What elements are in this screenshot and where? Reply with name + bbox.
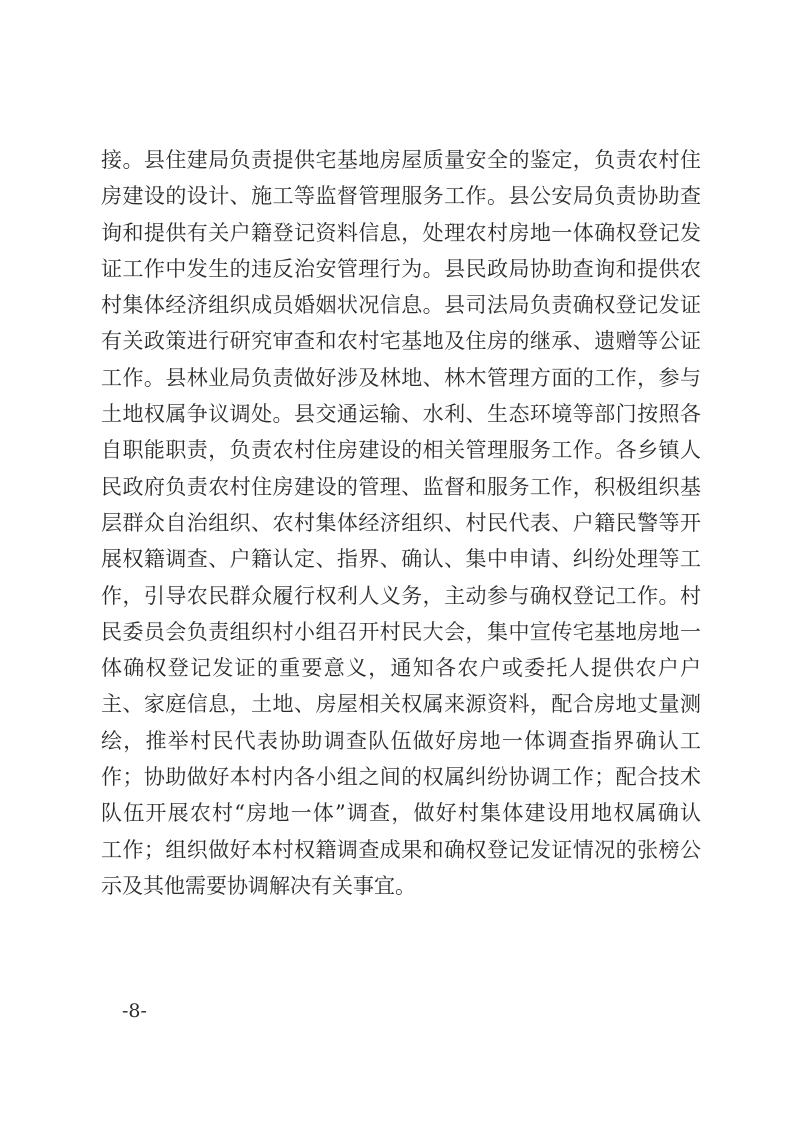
text-line: 民委员会负责组织村小组召开村民大会，集中宣传宅基地房地一 [101, 619, 701, 644]
text-line: 体确权登记发证的重要意义，通知各农户或委托人提供农户户 [101, 656, 701, 681]
text-line: 工作；组织做好本村权籍调查成果和确权登记发证情况的张榜公 [101, 837, 701, 862]
text-line: 作，引导农民群众履行权利人义务，主动参与确权登记工作。村 [101, 583, 701, 608]
body-paragraph [101, 142, 701, 904]
text-line: 展权籍调查、户籍认定、指界、确认、集中申请、纠纷处理等工 [101, 547, 701, 572]
text-line: 示及其他需要协调解决有关事宜。 [101, 873, 416, 898]
page-number: -8- [122, 1000, 147, 1022]
text-line: 民政府负责农村住房建设的管理、监督和服务工作，积极组织基 [101, 474, 701, 499]
text-line: 接。县住建局负责提供宅基地房屋质量安全的鉴定，负责农村住 [101, 148, 701, 172]
text-line: 工作。县林业局负责做好涉及林地、林木管理方面的工作，参与 [101, 365, 701, 390]
text-line: 自职能职责，负责农村住房建设的相关管理服务工作。各乡镇人 [101, 438, 701, 463]
text-line: 作；协助做好本村内各小组之间的权属纠纷协调工作；配合技术 [101, 765, 701, 790]
text-line: 绘，推举村民代表协助调查队伍做好房地一体调查指界确认工 [101, 728, 701, 753]
text-line: 房建设的设计、施工等监督管理服务工作。县公安局负责协助查 [101, 184, 701, 209]
text-line: 主、家庭信息，土地、房屋相关权属来源资料，配合房地丈量测 [101, 692, 701, 717]
text-line: 土地权属争议调处。县交通运输、水利、生态环境等部门按照各 [101, 402, 701, 427]
text-line: 层群众自治组织、农村集体经济组织、村民代表、户籍民警等开 [101, 510, 701, 535]
text-line: 村集体经济组织成员婚姻状况信息。县司法局负责确权登记发证 [101, 293, 701, 318]
text-line: 队伍开展农村“房地一体”调查，做好村集体建设用地权属确认 [101, 801, 701, 826]
text-line: 有关政策进行研究审查和农村宅基地及住房的继承、遗赠等公证 [101, 329, 701, 354]
text-line: 询和提供有关户籍登记资料信息，处理农村房地一体确权登记发 [101, 220, 701, 245]
text-line: 证工作中发生的违反治安管理行为。县民政局协助查询和提供农 [101, 256, 701, 281]
